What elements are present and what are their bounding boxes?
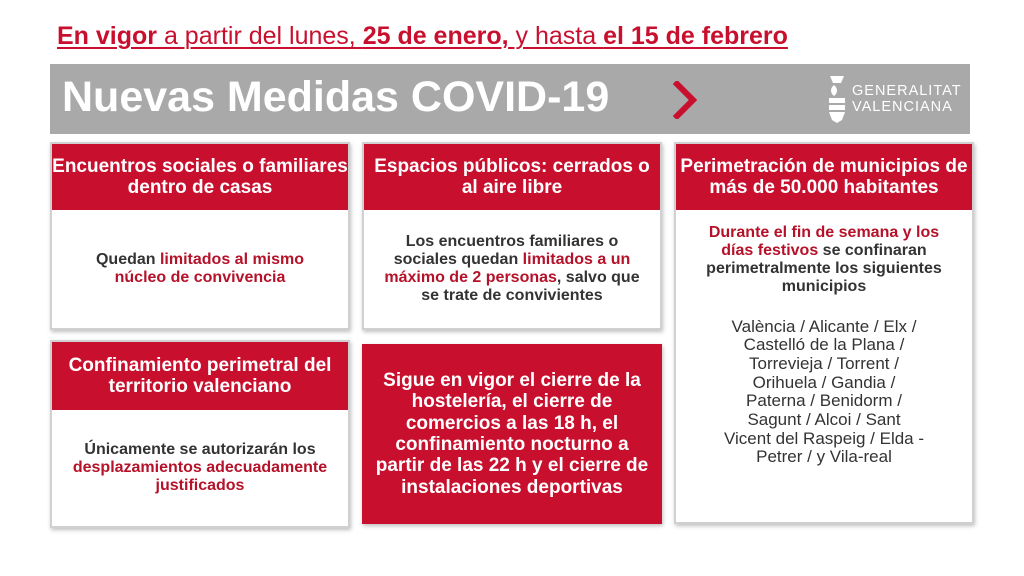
card-municipal-perimeter xyxy=(674,142,974,524)
card-header-text: Perimetración de municipios de más de 50.000 habitantes xyxy=(680,155,968,198)
body-text: Los encuentros familiares o sociales quedan xyxy=(393,233,619,269)
card-body xyxy=(52,410,348,526)
validity-label: En vigor xyxy=(57,22,158,50)
validity-start-date: 25 de enero, xyxy=(362,22,509,50)
title-banner xyxy=(50,64,970,134)
card-body-text xyxy=(72,251,328,287)
card-body xyxy=(676,210,972,522)
card-header xyxy=(364,144,660,210)
card-territory-perimeter xyxy=(50,340,350,528)
page-title: Nuevas Medidas COVID-19 xyxy=(62,73,610,121)
card-header xyxy=(676,144,972,210)
card-header xyxy=(52,144,348,210)
coat-of-arms-icon xyxy=(826,74,848,124)
chevron-right-icon xyxy=(672,81,698,119)
card-public-spaces xyxy=(362,142,662,330)
validity-text-1: a partir del lunes, xyxy=(157,22,363,50)
card-text: Sigue en vigor el cierre de la hostelería, el cierre de comercios a las 18 h, el confinamiento nocturno a partir de las 22 h y el cierre de instalaciones deportivas xyxy=(375,369,649,498)
body-highlight: limitados a un máximo de 2 personas xyxy=(384,251,631,286)
card-body xyxy=(364,210,660,328)
card-header xyxy=(52,342,348,410)
body-text: Únicamente se autorizarán los xyxy=(84,441,316,459)
card-body xyxy=(52,210,348,328)
body-text: se confinaran perimetralmente los siguientes municipios xyxy=(706,241,942,295)
validity-end-date: el 15 de febrero xyxy=(603,22,788,50)
body-highlight: Durante el fin de semana y los días festivos xyxy=(708,224,940,259)
card-header-text: Encuentros sociales o familiares dentro de casas xyxy=(52,155,348,198)
generalitat-logo xyxy=(826,72,966,126)
validity-dates xyxy=(57,22,788,51)
card-body-text xyxy=(72,441,328,495)
card-hospitality-closures xyxy=(362,344,662,524)
card-header-text: Confinamiento perimetral del territorio valenciano xyxy=(68,354,332,397)
generalitat-wordmark xyxy=(852,83,962,115)
card-body-text xyxy=(692,224,956,296)
body-text-end: , salvo que se trate de convivientes xyxy=(421,269,640,304)
municipality-list: València / Alicante / Elx / Castelló de la Plana / Torrevieja / Torrent / Orihuela / Gandia / Paterna / Benidorm / Sagunt / Alcoi / Sant Vicent del Raspeig / Elda - Petrer / y Vila-real xyxy=(723,316,925,467)
logo-line-1: GENERALITAT xyxy=(852,83,962,99)
validity-text-2: y hasta xyxy=(508,22,604,50)
body-text: Quedan xyxy=(95,251,160,269)
body-highlight: desplazamientos adecuadamente justificados xyxy=(72,459,328,494)
card-header-text: Espacios públicos: cerrados o al aire libre xyxy=(374,155,650,198)
body-highlight: limitados al mismo núcleo de convivencia xyxy=(114,251,305,286)
logo-line-2: VALENCIANA xyxy=(852,99,953,115)
card-body-text xyxy=(382,233,642,305)
card-social-gatherings xyxy=(50,142,350,330)
